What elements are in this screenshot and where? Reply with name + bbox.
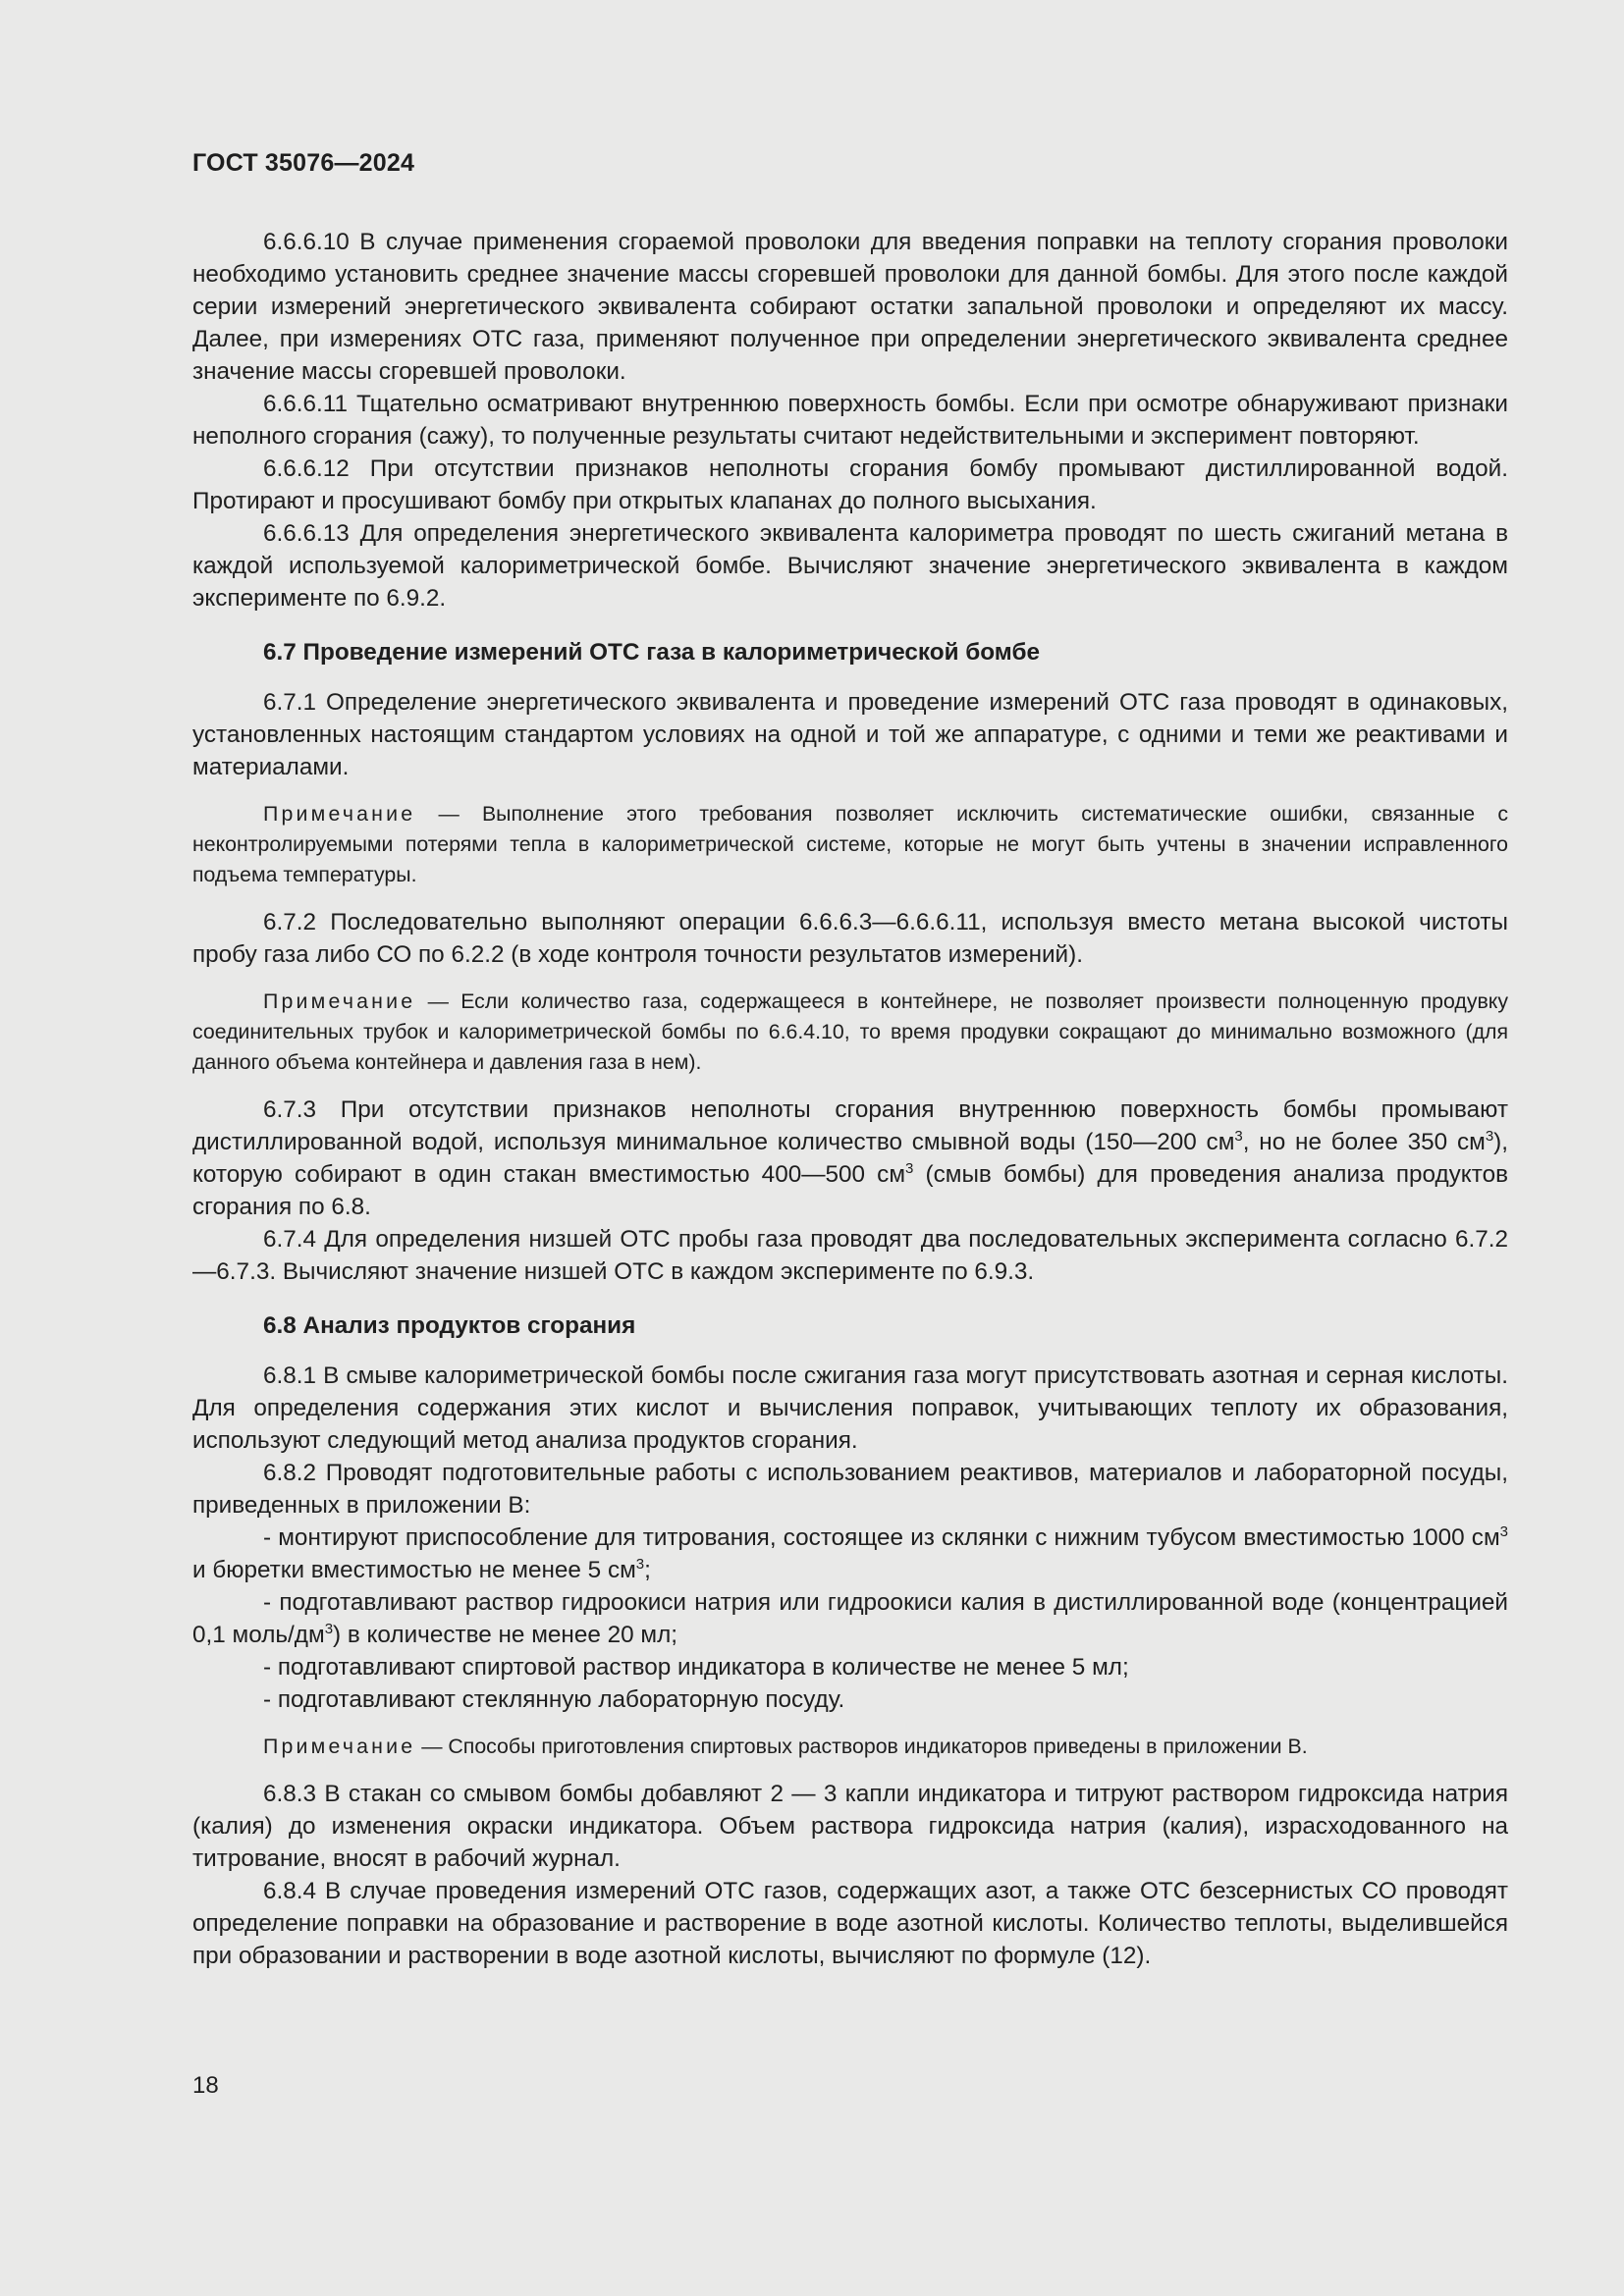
page-number: 18	[192, 2072, 219, 2099]
text-run: (смыв бомбы) для проведения анализа продуктов сгорания по 6.8.	[192, 1161, 1508, 1220]
paragraph-6-8-3: 6.8.3 В стакан со смывом бомбы добавляют 2 — 3 капли индикатора и титруют раствором гидроксида натрия (калия) до изменения окраски индикатора. Объем раствора гидроксида натрия (калия), израсходованного на титрование, вносят в рабочий журнал.	[192, 1781, 1508, 1872]
paragraph-6-6-6-10: 6.6.6.10 В случае применения сгораемой проволоки для введения поправки на теплоту сгорания проволоки необходимо установить среднее значение массы сгоревшей проволоки для данной бомбы. Для этого после каждой серии измерений энергетического эквивалента собирают остатки запальной проволоки и определяют их массу. Далее, при измерениях ОТС газа, применяют полученное при определении энергетического эквивалента среднее значение массы сгоревшей проволоки.	[192, 229, 1508, 385]
note-6-7-1	[192, 799, 1508, 890]
paragraph-6-7-2: 6.7.2 Последовательно выполняют операции 6.6.6.3—6.6.6.11, используя вместо метана высокой чистоты пробу газа либо СО по 6.2.2 (в ходе контроля точности результатов измерений).	[192, 909, 1508, 968]
superscript: 3	[635, 1556, 645, 1573]
note-text: — Выполнение этого требования позволяет исключить систематические ошибки, связанные с неконтролируемыми потерями тепла в калориметрической системе, которые не могут быть учтены в значении исправленного подъема температуры.	[192, 802, 1508, 886]
text-run: , но не более 350 см	[1242, 1129, 1486, 1155]
note-label: Примечание	[263, 1735, 416, 1758]
paragraph-6-8-2: 6.8.2 Проводят подготовительные работы с использованием реактивов, материалов и лабораторной посуды, приведенных в приложении В:	[192, 1460, 1508, 1519]
text-run: и бюретки вместимостью не менее 5 см	[192, 1557, 636, 1583]
list-item	[192, 1586, 1508, 1651]
section-heading-6-8: 6.8 Анализ продуктов сгорания	[263, 1312, 636, 1339]
superscript: 3	[905, 1160, 914, 1177]
paragraph-6-7-1: 6.7.1 Определение энергетического эквивалента и проведение измерений ОТС газа проводят в одинаковых, установленных настоящим стандартом условиях на одной и той же аппаратуре, с одними и теми же реактивами и материалами.	[192, 689, 1508, 780]
text-run: - подготавливают раствор гидроокиси натрия или гидроокиси калия в дистиллированной воде (концентрацией 0,1 моль/дм	[192, 1589, 1508, 1648]
note-6-7-2	[192, 987, 1508, 1078]
superscript: 3	[324, 1621, 334, 1637]
superscript: 3	[1499, 1523, 1508, 1540]
note-6-8-2	[192, 1732, 1508, 1762]
paragraph-6-7-4: 6.7.4 Для определения низшей ОТС пробы газа проводят два последовательных эксперимента согласно 6.7.2—6.7.3. Вычисляют значение низшей ОТС в каждом эксперименте по 6.9.3.	[192, 1226, 1508, 1285]
paragraph-6-7-3	[192, 1094, 1508, 1223]
text-run: ) в количестве не менее 20 мл;	[333, 1622, 678, 1648]
text-run: ), которую собирают в один стакан вместимостью 400—500 см	[192, 1129, 1508, 1188]
paragraph-6-6-6-13: 6.6.6.13 Для определения энергетического эквивалента калориметра проводят по шесть сжиганий метана в каждой используемой калориметрической бомбе. Вычисляют значение энергетического эквивалента в каждом эксперименте по 6.9.2.	[192, 520, 1508, 612]
note-text: — Если количество газа, содержащееся в контейнере, не позволяет произвести полноценную продувку соединительных трубок и калориметрической бомбы по 6.6.4.10, то время продувки сокращают до минимально возможного (для данного объема контейнера и давления газа в нем).	[192, 989, 1508, 1074]
list-item	[192, 1522, 1508, 1586]
section-heading-6-7: 6.7 Проведение измерений ОТС газа в калориметрической бомбе	[263, 639, 1040, 666]
note-label: Примечание	[263, 989, 416, 1013]
paragraph-6-6-6-11: 6.6.6.11 Тщательно осматривают внутреннюю поверхность бомбы. Если при осмотре обнаруживают признаки неполного сгорания (сажу), то полученные результаты считают недействительными и эксперимент повторяют.	[192, 391, 1508, 450]
paragraph-6-8-1: 6.8.1 В смыве калориметрической бомбы после сжигания газа могут присутствовать азотная и серная кислоты. Для определения содержания этих кислот и вычисления поправок, учитывающих теплоту их образования, используют следующий метод анализа продуктов сгорания.	[192, 1362, 1508, 1454]
note-label: Примечание	[263, 802, 416, 826]
standard-designation: ГОСТ 35076—2024	[192, 149, 415, 177]
list-item: - подготавливают стеклянную лабораторную посуду.	[263, 1686, 845, 1713]
superscript: 3	[1234, 1128, 1243, 1145]
document-page	[192, 147, 1508, 1972]
note-text: — Способы приготовления спиртовых растворов индикаторов приведены в приложении В.	[415, 1735, 1308, 1758]
text-run: 6.7.3 При отсутствии признаков неполноты сгорания внутреннюю поверхность бомбы промывают дистиллированной водой, используя минимальное количество смывной воды (150—200 см	[192, 1096, 1508, 1155]
list-item: - подготавливают спиртовой раствор индикатора в количестве не менее 5 мл;	[263, 1654, 1129, 1681]
paragraph-6-6-6-12: 6.6.6.12 При отсутствии признаков неполноты сгорания бомбу промывают дистиллированной водой. Протирают и просушивают бомбу при открытых клапанах до полного высыхания.	[192, 455, 1508, 514]
text-run: ;	[644, 1557, 651, 1583]
text-run: - монтируют приспособление для титрования, состоящее из склянки с нижним тубусом вместимостью 1000 см	[263, 1524, 1500, 1551]
superscript: 3	[1485, 1128, 1494, 1145]
paragraph-6-8-4: 6.8.4 В случае проведения измерений ОТС газов, содержащих азот, а также ОТС безсернистых СО проводят определение поправки на образование и растворение в воде азотной кислоты. Количество теплоты, выделившейся при образовании и растворении в воде азотной кислоты, вычисляют по формуле (12).	[192, 1878, 1508, 1969]
